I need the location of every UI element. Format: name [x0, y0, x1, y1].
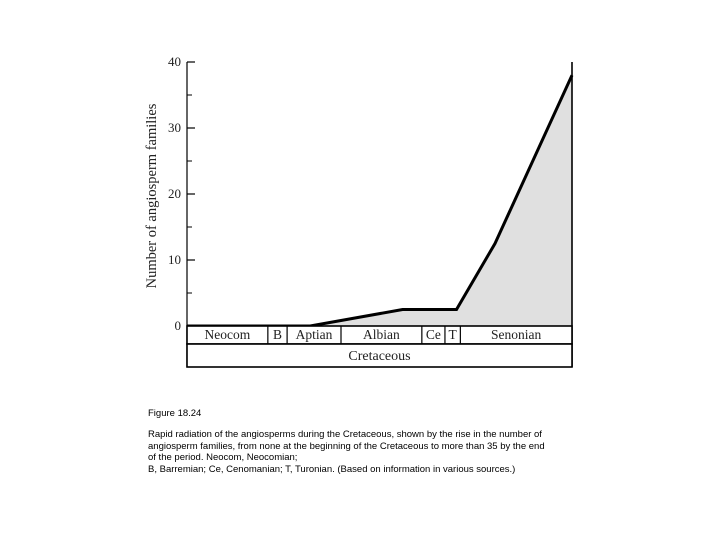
y-tick-label: 10 — [168, 252, 181, 267]
y-tick-label: 40 — [168, 54, 181, 69]
stage-label: Ce — [425, 327, 441, 342]
figure-label: Figure 18.24 — [148, 408, 202, 419]
caption-line: Rapid radiation of the angiosperms during the Cretaceous, shown by the rise in the number of — [148, 429, 542, 440]
y-tick-label: 30 — [168, 120, 181, 135]
stage-label: Neocom — [204, 327, 251, 342]
y-axis-title: Number of angiosperm families — [144, 103, 160, 289]
caption-line: of the period. Neocom, Neocomian; — [148, 452, 298, 463]
y-tick-label: 0 — [174, 318, 181, 333]
stage-label: T — [448, 327, 457, 342]
stage-label: B — [272, 327, 282, 342]
stage-label: Aptian — [295, 327, 333, 342]
caption-line: B, Barremian; Ce, Cenomanian; T, Turonian. (Based on information in various sources.) — [148, 463, 516, 475]
stage-label: Senonian — [491, 327, 542, 342]
period-label: Cretaceous — [348, 349, 411, 364]
caption-line: angiosperm families, from none at the beginning of the Cretaceous to more than 35 by the end — [148, 440, 545, 452]
stage-label: Albian — [363, 327, 400, 342]
figure-caption — [148, 429, 578, 475]
y-tick-label: 20 — [168, 186, 181, 201]
